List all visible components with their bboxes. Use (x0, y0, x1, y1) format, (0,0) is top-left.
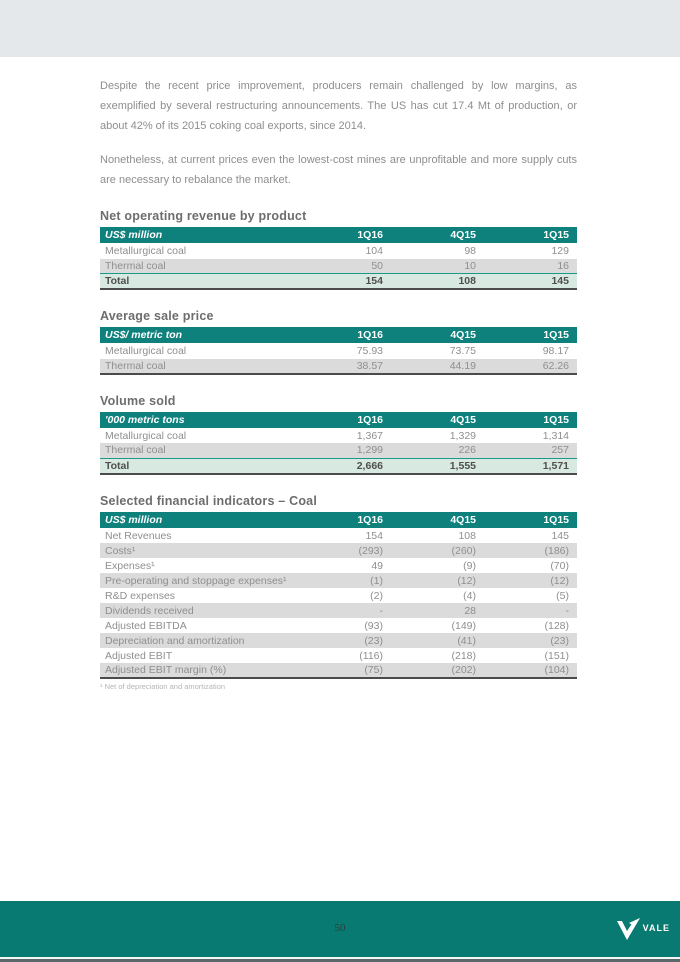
table-row (100, 359, 577, 374)
cell-value: (9) (463, 559, 476, 572)
unit-label: '000 metric tons (100, 412, 298, 429)
cell-value: 154 (365, 529, 383, 542)
section-title: Average sale price (100, 309, 214, 323)
cell-value: (128) (544, 619, 569, 632)
column-header: 4Q15 (391, 512, 484, 529)
cell-value: (12) (457, 574, 476, 587)
row-label: Total (105, 275, 130, 287)
table-footnote: ¹ Net of depreciation and amortization (100, 682, 226, 691)
vale-wordmark: VALE (642, 923, 670, 933)
data-table (100, 512, 577, 680)
table-row (100, 558, 577, 573)
cell-value: (70) (550, 559, 569, 572)
column-header: 1Q16 (298, 327, 391, 344)
cell-value: (149) (451, 619, 476, 632)
cell-value: 2,666 (356, 459, 383, 472)
tables (100, 209, 577, 679)
column-header: 1Q16 (298, 227, 391, 244)
cell-value: 1,571 (542, 459, 569, 472)
row-label: Depreciation and amortization (105, 634, 245, 647)
cell-value: 108 (458, 529, 476, 542)
row-label: Dividends received (105, 604, 194, 617)
table-row (100, 663, 577, 678)
footer-band (0, 901, 680, 957)
cell-value: 1,314 (542, 429, 569, 442)
column-header: 1Q15 (484, 412, 577, 429)
table-section (100, 394, 577, 475)
cell-value: 28 (464, 604, 476, 617)
row-label: Thermal coal (105, 259, 166, 272)
paragraph: Nonetheless, at current prices even the lowest-cost mines are unprofitable and more supply cuts are necessary to rebalance the market. (100, 154, 577, 186)
cell-value: (23) (364, 634, 383, 647)
cell-value: (186) (544, 544, 569, 557)
paragraphs (100, 76, 577, 190)
cell-value: 98 (464, 245, 476, 258)
table-row (100, 528, 577, 543)
cell-value: 75.93 (356, 345, 383, 358)
vale-logo (615, 916, 670, 940)
data-table (100, 327, 577, 375)
cell-value: 226 (458, 444, 476, 457)
cell-value: 1,329 (449, 429, 476, 442)
table-row (100, 443, 577, 458)
cell-value: 145 (551, 275, 569, 287)
cell-value: 73.75 (449, 345, 476, 358)
row-label: Metallurgical coal (105, 245, 187, 258)
cell-value: (5) (556, 589, 569, 602)
unit-label: US$ million (100, 512, 298, 529)
cell-value: (116) (359, 649, 383, 662)
row-label: Adjusted EBIT margin (%) (105, 664, 227, 676)
row-label: Net Revenues (105, 529, 172, 542)
cell-value: (202) (451, 664, 476, 676)
page-content (100, 76, 577, 691)
table-row (100, 573, 577, 588)
cell-value: 104 (365, 245, 383, 258)
table-section (100, 494, 577, 680)
table-row (100, 648, 577, 663)
row-label: Costs¹ (105, 544, 136, 557)
table-header-row (100, 227, 577, 244)
cell-value: (1) (370, 574, 383, 587)
cell-value: (2) (370, 589, 383, 602)
cell-value: 129 (551, 245, 569, 258)
column-header: 4Q15 (391, 227, 484, 244)
cell-value: 49 (371, 559, 383, 572)
cell-value: 50 (371, 259, 383, 272)
table-header-row (100, 327, 577, 344)
cell-value: 108 (458, 275, 476, 287)
cell-value: (4) (463, 589, 476, 602)
unit-label: US$ million (100, 227, 298, 244)
table-header-row (100, 512, 577, 529)
table-row (100, 244, 577, 259)
row-label: Adjusted EBIT (105, 649, 173, 662)
row-label: Thermal coal (105, 359, 166, 372)
data-table (100, 412, 577, 475)
top-gray-band (0, 0, 680, 57)
cell-value: (12) (550, 574, 569, 587)
table-row (100, 428, 577, 443)
table-row (100, 344, 577, 359)
cell-value: 10 (464, 259, 476, 272)
table-section (100, 209, 577, 290)
cell-value: 1,299 (356, 444, 383, 457)
row-label: R&D expenses (105, 589, 176, 602)
cell-value: 16 (557, 259, 569, 272)
row-label: Pre-operating and stoppage expenses¹ (105, 574, 287, 587)
column-header: 4Q15 (391, 412, 484, 429)
cell-value: (93) (364, 619, 383, 632)
cell-value: 1,555 (449, 459, 476, 472)
column-header: 1Q15 (484, 327, 577, 344)
cell-value: 145 (551, 529, 569, 542)
row-label: Total (105, 459, 130, 472)
column-header: 1Q16 (298, 412, 391, 429)
vale-v-icon (615, 916, 641, 940)
table-row (100, 618, 577, 633)
cell-value: (41) (457, 634, 476, 647)
cell-value: (293) (358, 544, 383, 557)
cell-value: (260) (451, 544, 476, 557)
cell-value: 44.19 (449, 359, 476, 372)
cell-value: 38.57 (356, 359, 383, 372)
cell-value: 98.17 (542, 345, 569, 358)
paragraph: Despite the recent price improvement, producers remain challenged by low margins, as exemplified by several restructuring announcements. The US has cut 17.4 Mt of production, or about 42% of its 2015 coking coal exports, since 2014. (100, 80, 577, 132)
column-header: 1Q15 (484, 512, 577, 529)
table-header-row (100, 412, 577, 429)
cell-value: (104) (544, 664, 569, 676)
row-label: Metallurgical coal (105, 429, 187, 442)
cell-value: 62.26 (542, 359, 569, 372)
cell-value: 257 (551, 444, 569, 457)
table-row (100, 543, 577, 558)
table-row (100, 633, 577, 648)
section-title: Selected financial indicators – Coal (100, 493, 317, 508)
cell-value: (75) (364, 664, 383, 676)
row-label: Metallurgical coal (105, 345, 187, 358)
cell-value: - (379, 604, 383, 617)
table-section (100, 309, 577, 375)
row-label: Expenses¹ (105, 559, 155, 572)
data-table (100, 227, 577, 290)
cell-value: (151) (544, 649, 569, 662)
table-row (100, 458, 577, 474)
table-row (100, 603, 577, 618)
column-header: 4Q15 (391, 327, 484, 344)
cell-value: (218) (451, 649, 476, 662)
row-label: Adjusted EBITDA (105, 619, 187, 632)
table-row (100, 259, 577, 274)
section-title: Volume sold (100, 393, 176, 408)
table-row (100, 588, 577, 603)
unit-label: US$/ metric ton (100, 327, 298, 344)
section-title: Net operating revenue by product (100, 209, 307, 223)
table-row (100, 274, 577, 290)
cell-value: - (565, 604, 569, 617)
column-header: 1Q15 (484, 227, 577, 244)
page-number: 50 (334, 922, 346, 934)
cell-value: (23) (550, 634, 569, 647)
row-label: Thermal coal (105, 444, 166, 457)
cell-value: 1,367 (356, 429, 383, 442)
cell-value: 154 (365, 275, 383, 287)
column-header: 1Q16 (298, 512, 391, 529)
